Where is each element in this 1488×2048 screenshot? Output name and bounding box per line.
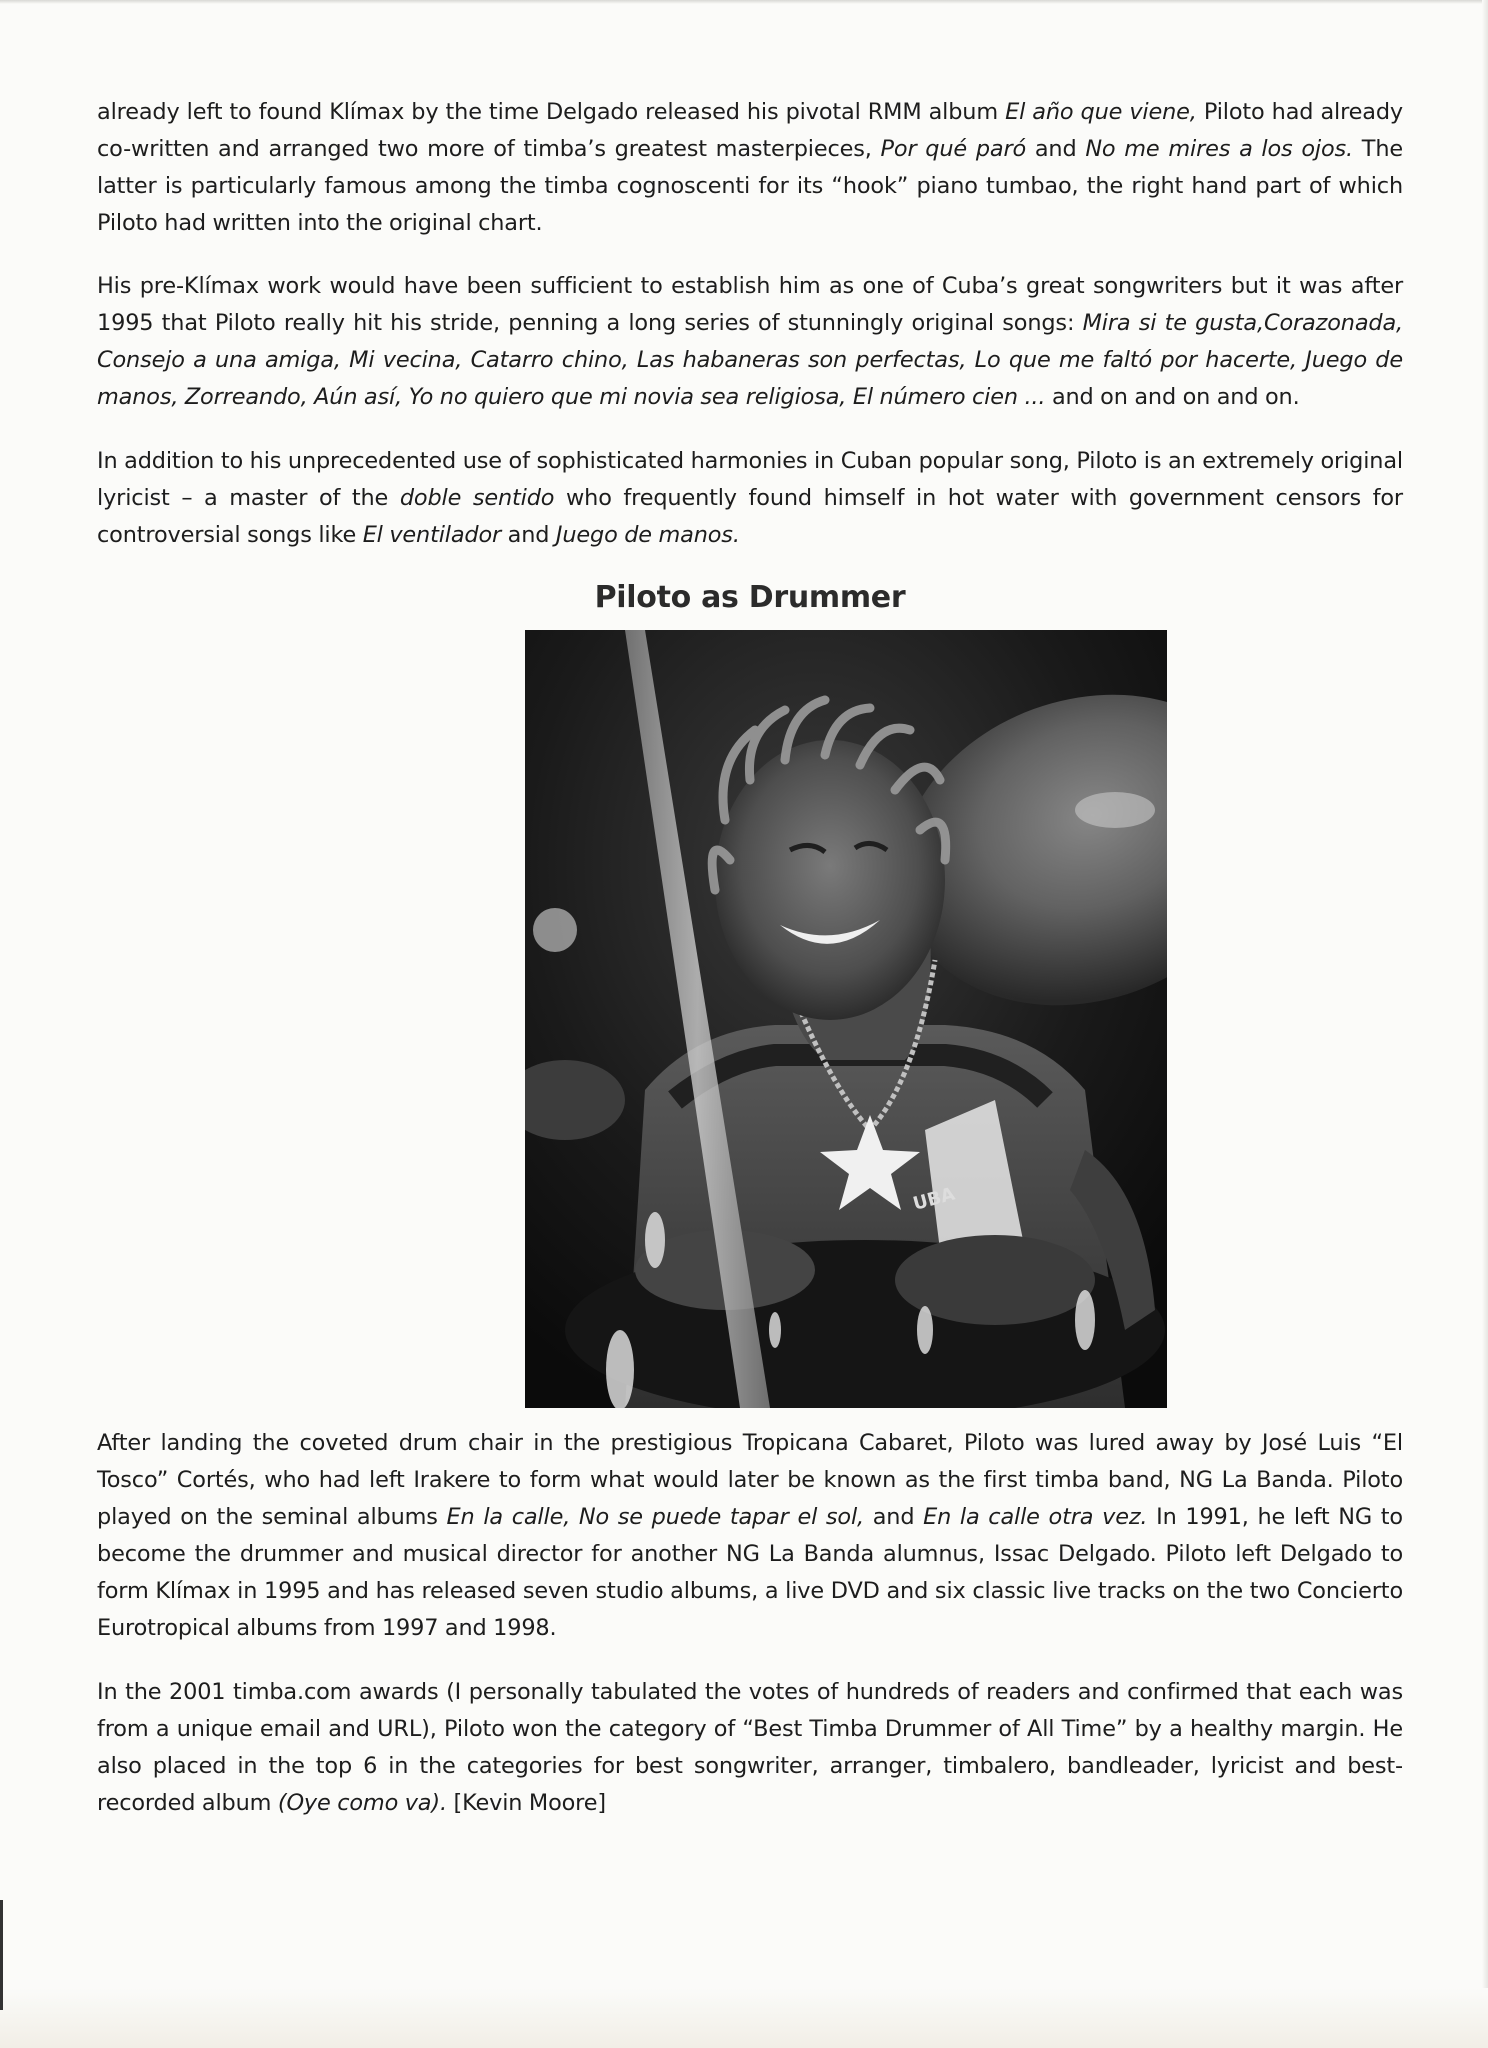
page-bottom-edge [0, 1988, 1488, 2048]
album-title: En la calle otra vez. [923, 1504, 1148, 1530]
text-run: The latter is particularly famous among the timba cognoscenti for its “hook” piano tumbao, the right hand part of which Piloto had written into the original chart. [97, 136, 1404, 236]
term-italic: doble sentido [399, 485, 555, 511]
paragraph-lyricist [97, 443, 1403, 554]
page-top-edge [0, 0, 1488, 4]
paragraph-career [97, 1425, 1403, 1647]
paragraph-awards [97, 1674, 1403, 1822]
text-run: and [1026, 136, 1086, 162]
song-title: No me mires a los ojos. [1085, 136, 1354, 162]
song-title: Por qué paró [880, 136, 1027, 162]
text-run: and [501, 522, 556, 548]
author-credit: [Kevin Moore] [446, 1790, 606, 1816]
paragraph-klimax-masterpieces [97, 94, 1403, 242]
text-run: Piloto had already co-written and arranged two more of timba’s greatest masterpieces, [97, 99, 1404, 162]
text-run: In 1991, he left NG to become the drummer and musical director for another NG La Banda alumnus, Issac Delgado. Piloto left Delgado to form Klímax in 1995 and has released seven studio albums, a live DVD and six classic live tracks on the two Concierto Eurotropical albums from 1997 and 1998. [97, 1504, 1403, 1641]
text-run: already left to found Klímax by the time Delgado released his pivotal RMM album [97, 99, 1006, 125]
text-run: In addition to his unprecedented use of sophisticated harmonies in Cuban popular song, Piloto is an extremely original lyricist – a master of the [97, 448, 1403, 511]
drummer-photo [525, 630, 1167, 1408]
page-binding-mark [0, 1900, 3, 2010]
text-run: and [864, 1504, 924, 1530]
album-title: (Oye como va). [277, 1790, 447, 1816]
song-title: Juego de manos. [555, 522, 740, 548]
page-right-edge [1482, 0, 1488, 2048]
text-run: who frequently found himself in hot water with government censors for controversial songs like [97, 485, 1403, 548]
text-run: and on and on and on. [1045, 384, 1300, 410]
photo-title: Piloto as Drummer [594, 580, 906, 615]
text-run: In the 2001 timba.com awards (I personally tabulated the votes of hundreds of readers and confirmed that each was from a unique email and URL), Piloto won the category of “Best Timba Drummer of All Time” by a healthy margin. He also placed in the top 6 in the categories for best songwriter, arranger, timbalero, bandleader, lyricist and best-recorded album [97, 1679, 1403, 1816]
song-title: El ventilador [362, 522, 502, 548]
song-list: Mira si te gusta,Corazonada, Consejo a una amiga, Mi vecina, Catarro chino, Las habaneras son perfectas, Lo que me faltó por hacerte, Juego de manos, Zorreando, Aún así, Yo no quiero que mi novia sea religiosa, El número cien ... [97, 310, 1403, 410]
paragraph-songwriter [97, 268, 1403, 416]
album-title: El año que viene, [1005, 99, 1197, 125]
text-run: After landing the coveted drum chair in the prestigious Tropicana Cabaret, Piloto was lured away by José Luis “El Tosco” Cortés, who had left Irakere to form what would later be known as the first timba band, NG La Banda. Piloto played on the seminal albums [97, 1430, 1403, 1530]
text-run: His pre-Klímax work would have been sufficient to establish him as one of Cuba’s great songwriters but it was after 1995 that Piloto really hit his stride, penning a long series of stunningly original songs: [97, 273, 1403, 336]
shirt-lettering: UBA [910, 1183, 958, 1215]
album-titles: En la calle, No se puede tapar el sol, [446, 1504, 864, 1530]
